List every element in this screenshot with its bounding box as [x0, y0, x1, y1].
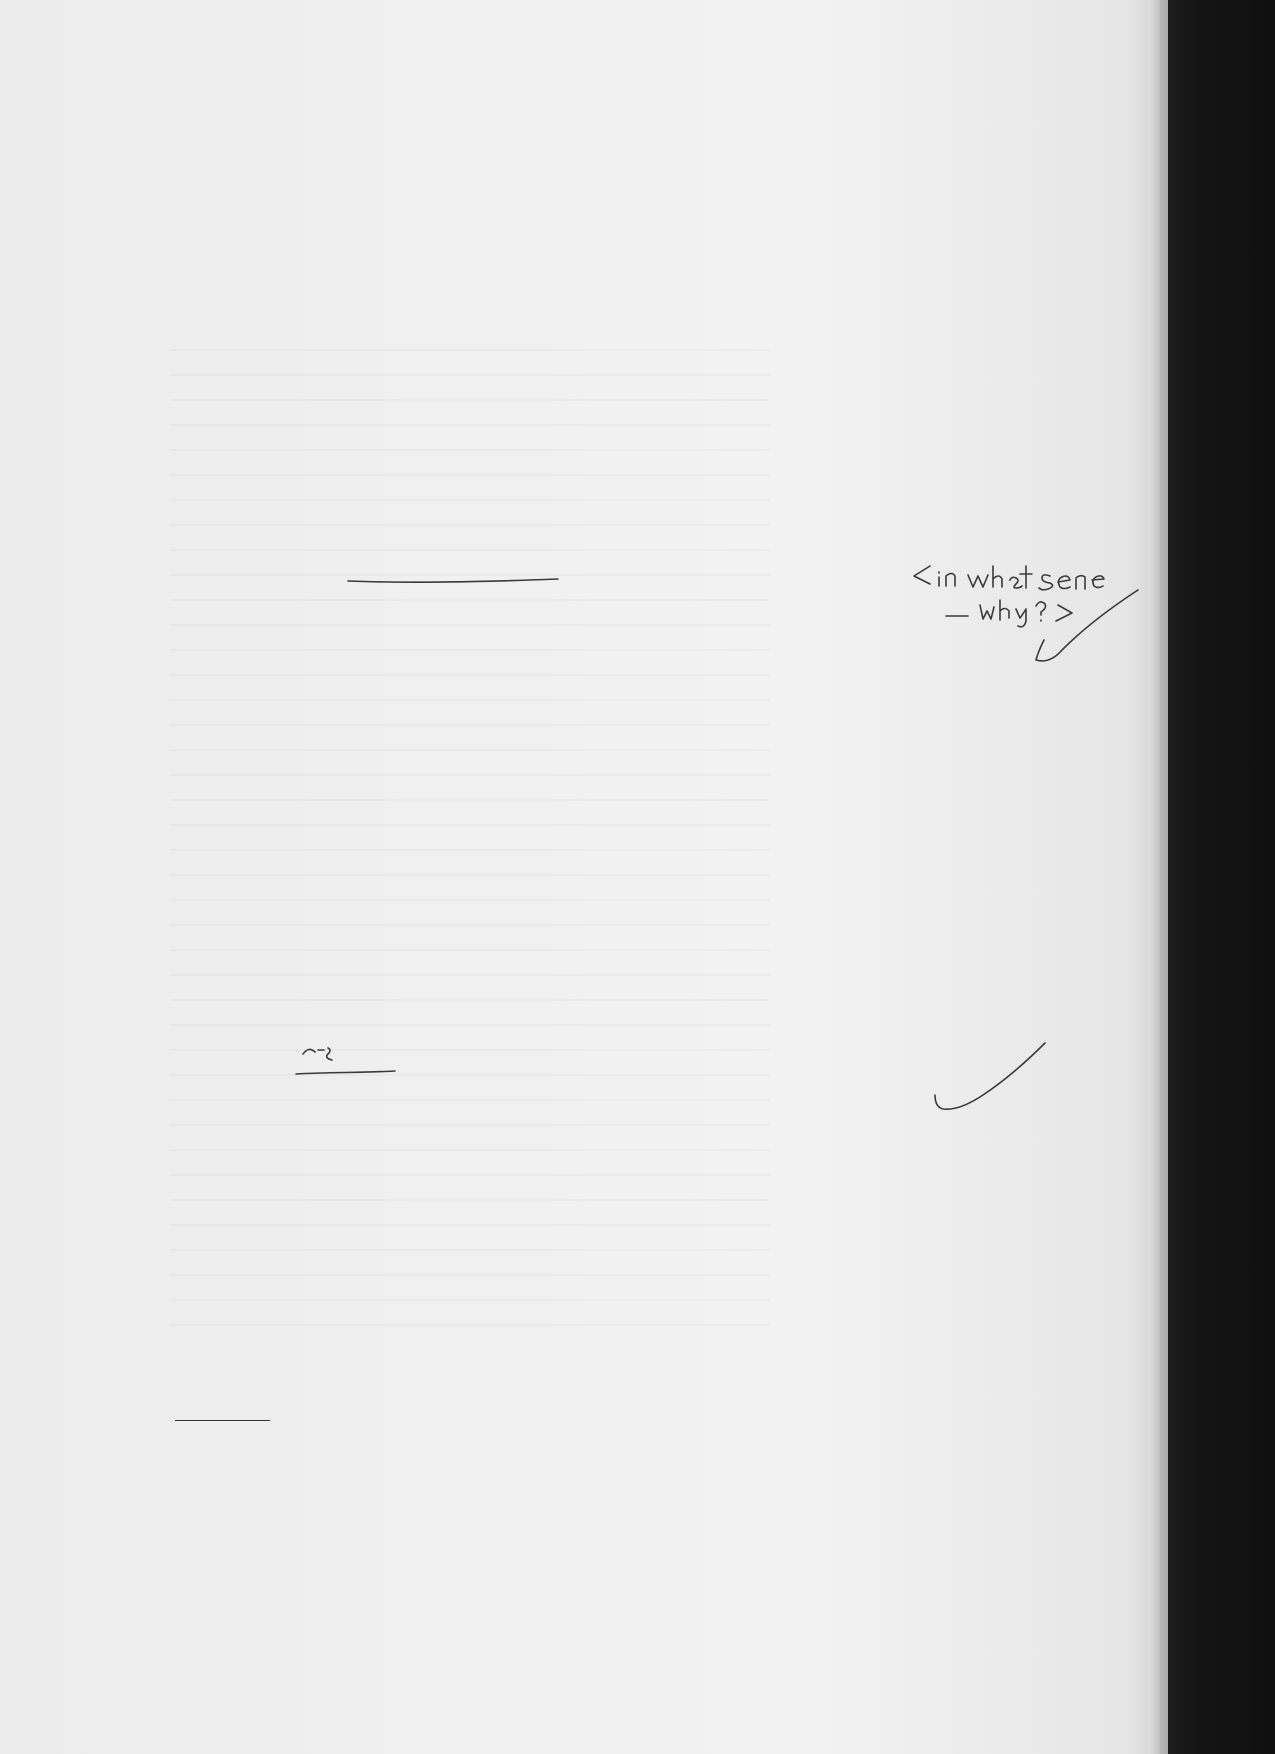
bleed-through-texture [170, 335, 770, 1335]
page-header [170, 286, 888, 310]
scanner-dark-margin [1168, 0, 1275, 1754]
body-text [175, 327, 880, 350]
footnote-rule [175, 1420, 270, 1421]
